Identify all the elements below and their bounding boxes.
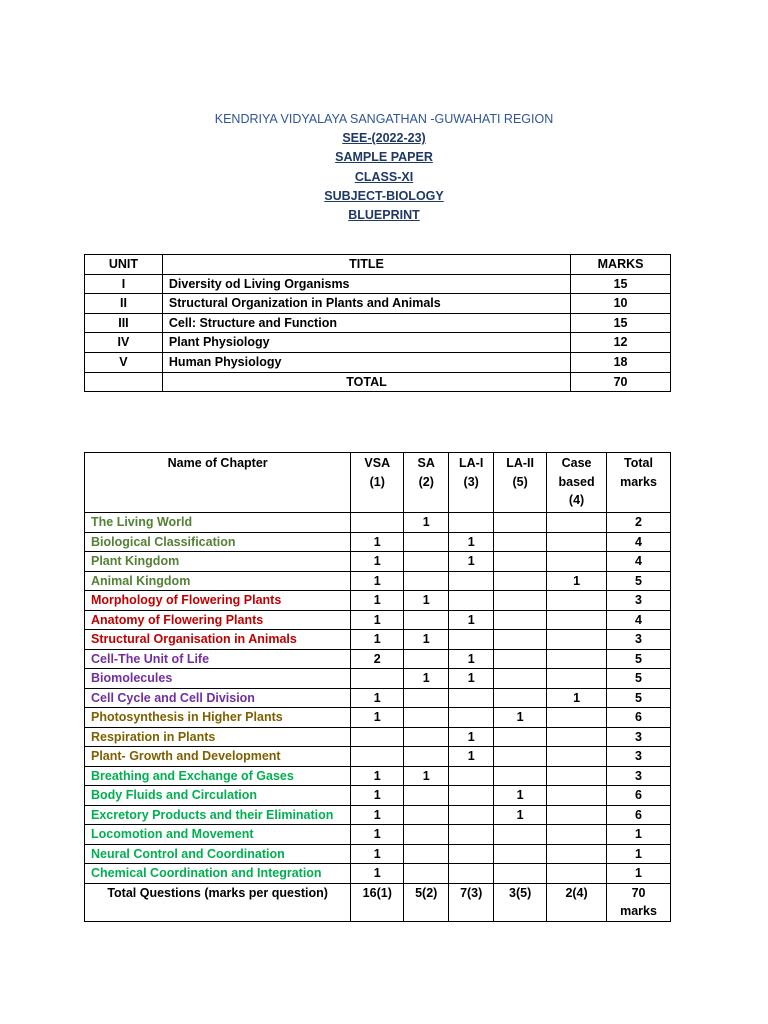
la1-count xyxy=(449,766,494,786)
sa-count xyxy=(404,864,449,884)
chapter-name: Plant- Growth and Development xyxy=(85,747,351,767)
sa-count xyxy=(404,708,449,728)
sa-count xyxy=(404,532,449,552)
total-marks: 70 marks xyxy=(607,883,671,921)
chapter-name: Chemical Coordination and Integration xyxy=(85,864,351,884)
unit-title: Human Physiology xyxy=(162,352,570,372)
case-based-count xyxy=(547,864,607,884)
chapter-total-marks: 3 xyxy=(607,747,671,767)
chapter-total-marks: 4 xyxy=(607,610,671,630)
case-based-count xyxy=(547,630,607,650)
unit-number: V xyxy=(85,352,163,372)
total-questions-label: Total Questions (marks per question) xyxy=(85,883,351,921)
class-title: CLASS-XI xyxy=(354,169,414,184)
sa-count xyxy=(404,552,449,572)
la2-count xyxy=(494,630,547,650)
unit-title: Diversity od Living Organisms xyxy=(162,274,570,294)
sa-count: 1 xyxy=(404,669,449,689)
vsa-count: 1 xyxy=(351,532,404,552)
sa-count xyxy=(404,825,449,845)
vsa-count: 1 xyxy=(351,805,404,825)
unit-row xyxy=(85,274,671,294)
chapter-name: Anatomy of Flowering Plants xyxy=(85,610,351,630)
vsa-count: 1 xyxy=(351,688,404,708)
la1-count xyxy=(449,844,494,864)
unit-title: Structural Organization in Plants and Animals xyxy=(162,294,570,314)
units-table xyxy=(84,254,671,392)
la2-count xyxy=(494,864,547,884)
chapter-total-row xyxy=(85,883,671,921)
la1-count: 1 xyxy=(449,727,494,747)
chapter-header-row xyxy=(85,453,671,513)
case-based-count xyxy=(547,532,607,552)
paper-title: SAMPLE PAPER xyxy=(335,150,433,165)
la1-header: LA-I (3) xyxy=(449,453,494,513)
case-based-count xyxy=(547,591,607,611)
chapter-row xyxy=(85,864,671,884)
chapter-name: The Living World xyxy=(85,513,351,533)
sa-count xyxy=(404,688,449,708)
chapter-name: Plant Kingdom xyxy=(85,552,351,572)
la1-count xyxy=(449,786,494,806)
chapter-total-marks: 3 xyxy=(607,766,671,786)
vsa-count: 2 xyxy=(351,649,404,669)
chapter-row xyxy=(85,552,671,572)
subject-title: SUBJECT-BIOLOGY xyxy=(324,188,444,203)
la2-count xyxy=(494,844,547,864)
la1-count: 1 xyxy=(449,747,494,767)
sa-count xyxy=(404,844,449,864)
vsa-count: 1 xyxy=(351,825,404,845)
sa-count xyxy=(404,786,449,806)
unit-title: Plant Physiology xyxy=(162,333,570,353)
chapter-name: Cell-The Unit of Life xyxy=(85,649,351,669)
chapter-name: Photosynthesis in Higher Plants xyxy=(85,708,351,728)
title-header: TITLE xyxy=(162,255,570,275)
total-la1: 7(3) xyxy=(449,883,494,921)
la1-count xyxy=(449,864,494,884)
la2-count xyxy=(494,688,547,708)
la2-count xyxy=(494,610,547,630)
sa-count xyxy=(404,571,449,591)
chapter-row xyxy=(85,786,671,806)
la2-count xyxy=(494,552,547,572)
chapter-row xyxy=(85,708,671,728)
chapter-name: Neural Control and Coordination xyxy=(85,844,351,864)
vsa-header: VSA (1) xyxy=(351,453,404,513)
la2-count: 1 xyxy=(494,786,547,806)
chapter-blueprint-table xyxy=(84,452,671,922)
chapter-total-marks: 5 xyxy=(607,649,671,669)
la1-count xyxy=(449,825,494,845)
la2-header: LA-II (5) xyxy=(494,453,547,513)
chapter-row xyxy=(85,747,671,767)
la1-count: 1 xyxy=(449,610,494,630)
unit-header: UNIT xyxy=(85,255,163,275)
unit-row xyxy=(85,333,671,353)
units-total-label: TOTAL xyxy=(162,372,570,392)
chapter-total-marks: 6 xyxy=(607,805,671,825)
chapter-total-marks: 4 xyxy=(607,552,671,572)
unit-number: IV xyxy=(85,333,163,353)
unit-row xyxy=(85,294,671,314)
la1-count xyxy=(449,708,494,728)
chapter-name: Body Fluids and Circulation xyxy=(85,786,351,806)
sa-count xyxy=(404,649,449,669)
vsa-count: 1 xyxy=(351,766,404,786)
chapter-total-marks: 2 xyxy=(607,513,671,533)
vsa-count: 1 xyxy=(351,591,404,611)
case-based-count xyxy=(547,805,607,825)
organization-title: KENDRIYA VIDYALAYA SANGATHAN -GUWAHATI REGION xyxy=(214,112,554,126)
chapter-row xyxy=(85,591,671,611)
chapter-total-marks: 3 xyxy=(607,630,671,650)
la2-count xyxy=(494,727,547,747)
case-based-header: Case based (4) xyxy=(547,453,607,513)
case-based-count xyxy=(547,747,607,767)
chapter-total-marks: 3 xyxy=(607,727,671,747)
vsa-count: 1 xyxy=(351,864,404,884)
sa-count: 1 xyxy=(404,766,449,786)
la2-count: 1 xyxy=(494,805,547,825)
chapter-row xyxy=(85,805,671,825)
unit-title: Cell: Structure and Function xyxy=(162,313,570,333)
case-based-count: 1 xyxy=(547,688,607,708)
la1-count xyxy=(449,688,494,708)
vsa-count xyxy=(351,669,404,689)
la2-count xyxy=(494,649,547,669)
chapter-total-marks: 6 xyxy=(607,708,671,728)
units-total-marks: 70 xyxy=(571,372,671,392)
document-header xyxy=(0,110,768,225)
vsa-count: 1 xyxy=(351,786,404,806)
case-based-count xyxy=(547,727,607,747)
la2-count xyxy=(494,747,547,767)
chapter-total-marks: 6 xyxy=(607,786,671,806)
vsa-count: 1 xyxy=(351,630,404,650)
la2-count xyxy=(494,513,547,533)
chapter-total-marks: 4 xyxy=(607,532,671,552)
chapter-name: Animal Kingdom xyxy=(85,571,351,591)
chapter-name: Structural Organisation in Animals xyxy=(85,630,351,650)
case-based-count xyxy=(547,825,607,845)
unit-marks: 18 xyxy=(571,352,671,372)
sa-count: 1 xyxy=(404,591,449,611)
vsa-count: 1 xyxy=(351,844,404,864)
case-based-count xyxy=(547,610,607,630)
case-based-count xyxy=(547,649,607,669)
unit-number: I xyxy=(85,274,163,294)
chapter-row xyxy=(85,766,671,786)
chapter-total-marks: 1 xyxy=(607,825,671,845)
case-based-count xyxy=(547,552,607,572)
vsa-count xyxy=(351,513,404,533)
units-total-empty xyxy=(85,372,163,392)
la1-count xyxy=(449,630,494,650)
chapter-row xyxy=(85,610,671,630)
unit-marks: 15 xyxy=(571,274,671,294)
chapter-row xyxy=(85,825,671,845)
sa-count xyxy=(404,747,449,767)
chapter-row xyxy=(85,727,671,747)
vsa-count xyxy=(351,747,404,767)
la2-count: 1 xyxy=(494,708,547,728)
chapter-row xyxy=(85,630,671,650)
case-based-count: 1 xyxy=(547,571,607,591)
sa-count xyxy=(404,805,449,825)
total-sa: 5(2) xyxy=(404,883,449,921)
la2-count xyxy=(494,766,547,786)
chapter-name: Biomolecules xyxy=(85,669,351,689)
unit-marks: 12 xyxy=(571,333,671,353)
la2-count xyxy=(494,532,547,552)
la1-count xyxy=(449,805,494,825)
chapter-total-marks: 5 xyxy=(607,688,671,708)
chapter-name: Biological Classification xyxy=(85,532,351,552)
chapter-name: Respiration in Plants xyxy=(85,727,351,747)
la1-count: 1 xyxy=(449,649,494,669)
chapter-name: Locomotion and Movement xyxy=(85,825,351,845)
sa-count xyxy=(404,727,449,747)
la2-count xyxy=(494,571,547,591)
chapter-total-marks: 1 xyxy=(607,864,671,884)
la1-count: 1 xyxy=(449,532,494,552)
units-total-row xyxy=(85,372,671,392)
chapter-total-marks: 5 xyxy=(607,669,671,689)
vsa-count: 1 xyxy=(351,708,404,728)
chapter-row xyxy=(85,844,671,864)
la1-count xyxy=(449,591,494,611)
unit-row xyxy=(85,313,671,333)
chapter-row xyxy=(85,571,671,591)
case-based-count xyxy=(547,766,607,786)
vsa-count xyxy=(351,727,404,747)
vsa-count: 1 xyxy=(351,552,404,572)
chapter-row xyxy=(85,649,671,669)
sa-count: 1 xyxy=(404,513,449,533)
la1-count: 1 xyxy=(449,669,494,689)
case-based-count xyxy=(547,708,607,728)
case-based-count xyxy=(547,786,607,806)
total-marks-header: Total marks xyxy=(607,453,671,513)
vsa-count: 1 xyxy=(351,571,404,591)
chapter-name: Breathing and Exchange of Gases xyxy=(85,766,351,786)
chapter-row xyxy=(85,513,671,533)
la2-count xyxy=(494,669,547,689)
unit-number: III xyxy=(85,313,163,333)
chapter-name: Excretory Products and their Elimination xyxy=(85,805,351,825)
total-la2: 3(5) xyxy=(494,883,547,921)
total-case-based: 2(4) xyxy=(547,883,607,921)
chapter-name-header: Name of Chapter xyxy=(85,453,351,513)
case-based-count xyxy=(547,844,607,864)
case-based-count xyxy=(547,669,607,689)
chapter-total-marks: 1 xyxy=(607,844,671,864)
chapter-total-marks: 5 xyxy=(607,571,671,591)
chapter-name: Cell Cycle and Cell Division xyxy=(85,688,351,708)
sa-header: SA (2) xyxy=(404,453,449,513)
unit-marks: 15 xyxy=(571,313,671,333)
blueprint-title: BLUEPRINT xyxy=(348,208,420,223)
unit-number: II xyxy=(85,294,163,314)
la2-count xyxy=(494,825,547,845)
chapter-name: Morphology of Flowering Plants xyxy=(85,591,351,611)
sa-count xyxy=(404,610,449,630)
la1-count xyxy=(449,513,494,533)
chapter-row xyxy=(85,532,671,552)
total-vsa: 16(1) xyxy=(351,883,404,921)
vsa-count: 1 xyxy=(351,610,404,630)
session-title: SEE-(2022-23) xyxy=(342,131,426,146)
marks-header: MARKS xyxy=(571,255,671,275)
la1-count: 1 xyxy=(449,552,494,572)
unit-marks: 10 xyxy=(571,294,671,314)
la1-count xyxy=(449,571,494,591)
chapter-row xyxy=(85,669,671,689)
chapter-row xyxy=(85,688,671,708)
sa-count: 1 xyxy=(404,630,449,650)
unit-row xyxy=(85,352,671,372)
chapter-total-marks: 3 xyxy=(607,591,671,611)
case-based-count xyxy=(547,513,607,533)
la2-count xyxy=(494,591,547,611)
units-header-row xyxy=(85,255,671,275)
